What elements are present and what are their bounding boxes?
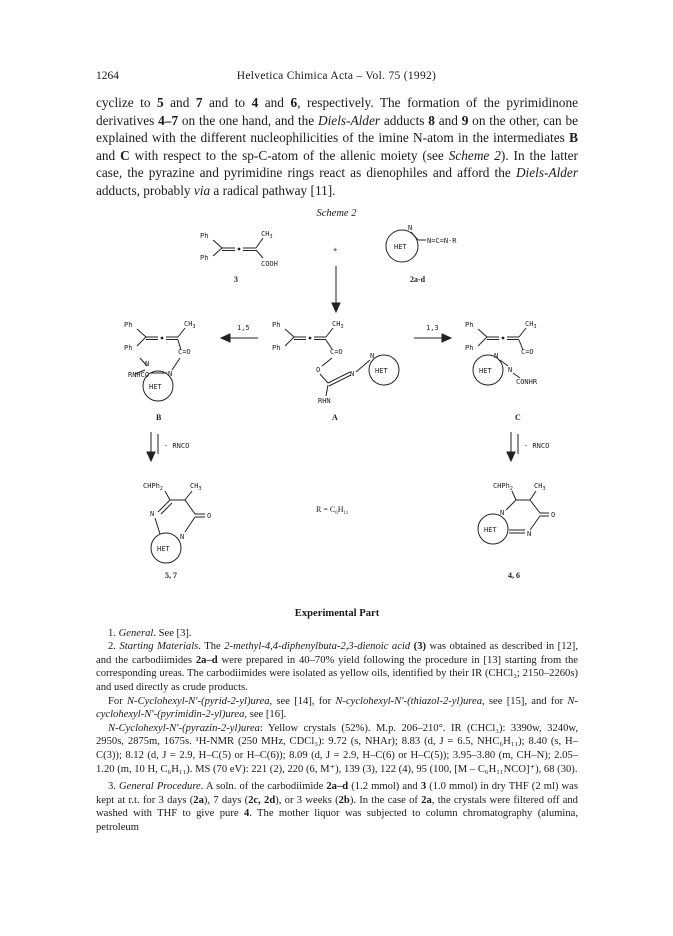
svg-text:CH3: $CH_3$ [525,320,537,330]
section-heading: Experimental Part [294,608,380,619]
r-definition: $R = C_6H_{11}$ [316,505,349,516]
svg-text:COOH: COOH [261,260,278,268]
svg-text:O: O [207,512,212,520]
intermediate-label-B: B [156,413,162,422]
svg-text:C=O: C=O [521,348,534,356]
paragraph-general-procedure: 3. General Procedure. A soln. of the carbodiimide 2a–d (1.2 mmol) and 3 (1.0 mmol) in dry THF (2 ml) was kept at r.t. for 3 days (2a), 7 days (2c, 2d), or 3 weeks (2b). In the case of 2a, the crystals were filtered off and washed with THF to give pure 4. The mother liquor was subjected to column chromatography (alumina, petroleum [96,781,578,833]
scheme-title: Scheme 2 [316,208,357,219]
svg-text:N: N [180,533,185,541]
page-number: 1264 [96,70,119,82]
svg-text:Ph: Ph [124,344,133,352]
plus-sign: + [333,246,338,254]
svg-text:CONHR: CONHR [516,378,538,386]
svg-text:- RNCO: - RNCO [524,442,550,450]
svg-text:O: O [551,511,556,519]
svg-text:N: N [150,510,155,518]
compound-label-2ad: 2a-d [410,275,426,284]
svg-text:1,5: 1,5 [237,324,250,332]
journal-title: Helvetica Chimica Acta – Vol. 75 (1992) [236,70,437,82]
compound-2ad-structure [386,224,457,262]
svg-text:CH3: $CH_3$ [332,320,344,330]
experimental-section [96,607,578,835]
svg-text:N: N [508,366,513,374]
svg-text:CH3: $CH_3$ [534,482,546,492]
svg-text:HET: HET [149,383,162,391]
svg-text:Ph: Ph [272,344,281,352]
svg-text:Ph: Ph [200,254,209,262]
product-5-7-structure [143,482,211,563]
intermediate-label-A: A [332,413,338,422]
svg-text:1,3: 1,3 [426,324,439,332]
svg-text:CH3: $CH_3$ [184,320,196,330]
svg-text:CH3: $CH_3$ [190,482,202,492]
svg-text:Ph: Ph [465,321,474,329]
svg-text:HET: HET [157,545,170,553]
intermediate-B-structure [124,320,195,401]
svg-text:HET: HET [479,367,492,375]
svg-text:Ph: Ph [465,344,474,352]
svg-text:N: N [350,370,355,378]
svg-text:HET: HET [375,367,388,375]
svg-text:N: N [168,370,173,378]
svg-text:CH3: $CH_3$ [261,230,273,240]
svg-text:N: N [408,224,413,232]
svg-text:O: O [316,366,321,374]
arrow-C-to-4-6 [507,432,549,461]
svg-text:CHPh2: CHPh$_2$ [493,482,513,492]
paragraph-starting-materials: 2. Starting Materials. The 2-methyl-4,4-diphenylbuta-2,3-dienoic acid (3) was obtained as described in [12], and the carbodiimides 2a–d were prepared in 40–70% yield following the procedure in [13] starting from the corresponding ureas. The carbodiimides were isolated as yellow oils, identified by their IR (CHCl₃; 2150–2260s) and used directly as crude products. [96,641,578,693]
svg-text:C=O: C=O [178,348,191,356]
svg-text:RHN: RHN [318,397,331,405]
product-label-4-6: 4, 6 [508,571,520,580]
svg-text:- RNCO: - RNCO [164,442,190,450]
svg-text:RNHCO: RNHCO [128,371,150,379]
svg-text:C=O: C=O [330,348,343,356]
compound-label-3: 3 [234,275,238,284]
product-label-5-7: 5, 7 [165,571,177,580]
svg-text:N: N [500,509,505,517]
svg-text:N: N [527,530,532,538]
product-4-6-structure [478,482,555,544]
paragraph-pyrazinyl-urea: N-Cyclohexyl-N′-(pyrazin-2-yl)urea: Yellow crystals (52%). M.p. 206–210°. IR (CHCl₃): 3390w, 3240w, 2950s, 2875m, 1675s. ¹H-NMR (250 MHz, CDCl₃): 9.72 (s, NHAr); 8.83 (d, J = 6.5, NHC₆H₁₁); 8.40 (s, H–C(3)); 8.12 (d, J = 2.9, H–C(5) or H–C(6)); 8.09 (d, J = 2.9, H–C(6) or H–C(5)); 3.95–3.80 (m, CH–N); 2.05–1.20 (m, 10 H, C₆H₁₁). MS (70 eV): 221 (2), 220 (6, M⁺), 139 (3), 122 (4), 95 (100, [M – C₆H₁₁NCO]⁺), 68 (30). [96,722,578,775]
svg-text:Ph: Ph [200,232,209,240]
paragraph-general: 1. General. See [3]. [108,627,192,639]
svg-text:Ph: Ph [272,321,281,329]
svg-text:HET: HET [484,526,497,534]
intermediate-A-structure [272,320,399,405]
svg-text:CHPh2: CHPh$_2$ [143,482,163,492]
svg-text:HET: HET [394,243,407,251]
lead-paragraph: cyclize to 5 and 7 and to 4 and 6, respectively. The formation of the pyrimidinone derivatives 4–7 on the one hand, and the Diels-Alder adducts 8 and 9 on the other, can be explained with the different nucleophilicities of the imine N-atom in the intermediates B and C with respect to the sp-C-atom of the allenic moiety (see Scheme 2). In the latter case, the pyrazine and pyrimidine rings react as dienophiles and afford the Diels-Alder adducts, probably via a radical pathway [11]. [96,95,579,198]
arrow-B-to-5-7 [147,432,189,461]
compound-3-structure [200,230,278,268]
svg-text:N=C=N-R: N=C=N-R [427,237,457,245]
intermediate-C-structure [465,320,538,386]
intermediate-label-C: C [515,413,521,422]
svg-text:N: N [494,352,499,360]
svg-text:N: N [145,360,150,368]
paragraph-urea-references: For N-Cyclohexyl-N′-(pyrid-2-yl)urea, see [14], for N-cyclohexyl-N′-(thiazol-2-yl)urea, see [15], and for N-cyclohexyl-N′-(pyrimidin-2-yl)urea, see [16]. [96,695,578,721]
svg-text:Ph: Ph [124,321,133,329]
svg-text:N: N [370,352,375,360]
